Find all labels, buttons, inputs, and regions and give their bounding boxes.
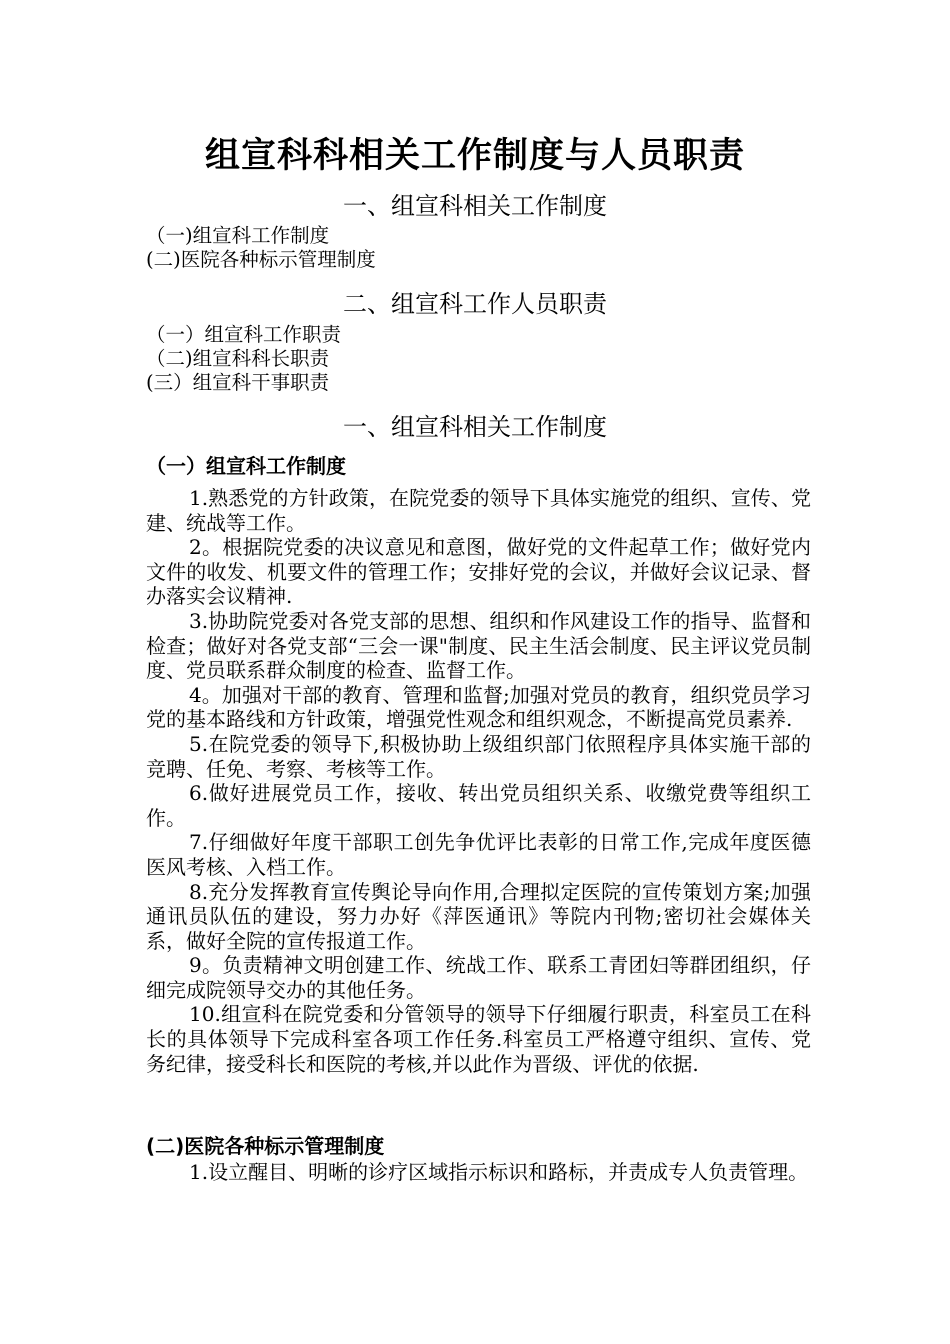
rule-paragraph: 6.做好进展党员工作，接收、转出党员组织关系、收缴党费等组织工作。 bbox=[146, 781, 811, 830]
toc-part1-list bbox=[146, 224, 376, 272]
rule-paragraph: 1.熟悉党的方针政策，在院党委的领导下具体实施党的组织、宣传、党建、统战等工作。 bbox=[146, 486, 811, 535]
rule-paragraph: 5.在院党委的领导下,积极协助上级组织部门依照程序具体实施干部的竞聘、任免、考察、考核等工作。 bbox=[146, 731, 811, 781]
toc-part2-list bbox=[146, 323, 341, 395]
toc-item: （二)组宣科科长职责 bbox=[146, 347, 330, 370]
rule-paragraph: 9。负责精神文明创建工作、统战工作、联系工青团妇等群团组织，仔细完成院领导交办的其他任务。 bbox=[146, 953, 811, 1002]
rule-paragraph: 7.仔细做好年度干部职工创先争优评比表彰的日常工作,完成年度医德医风考核、入档工作。 bbox=[146, 830, 811, 879]
toc-part1-heading: 一、组宣科相关工作制度 bbox=[343, 192, 607, 220]
sub1-body bbox=[146, 486, 811, 1076]
rule-paragraph: 8.充分发挥教育宣传舆论导向作用,合理拟定医院的宣传策划方案;加强通讯员队伍的建设，努力办好《萍医通讯》等院内刊物;密切社会媒体关系，做好全院的宣传报道工作。 bbox=[146, 879, 811, 953]
toc-item: （一)组宣科工作制度 bbox=[146, 224, 330, 247]
section1-heading: 一、组宣科相关工作制度 bbox=[343, 413, 607, 441]
rule-paragraph: 10.组宣科在院党委和分管领导的领导下仔细履行职责，科室员工在科长的具体领导下完成科室各项工作任务.科室员工严格遵守组织、宣传、党务纪律，接受科长和医院的考核,并以此作为晋级、评优的依据. bbox=[146, 1002, 811, 1076]
rule-paragraph: 1.设立醒目、明晰的诊疗区域指示标识和路标，并责成专人负责管理。 bbox=[189, 1160, 809, 1184]
toc-item: (三）组宣科干事职责 bbox=[146, 371, 330, 394]
sub2-body bbox=[146, 1160, 811, 1185]
document-title: 组宣科科相关工作制度与人员职责 bbox=[204, 136, 745, 176]
rule-paragraph: 2。根据院党委的决议意见和意图，做好党的文件起草工作；做好党内文件的收发、机要文件的管理工作；安排好党的会议，并做好会议记录、督办落实会议精神. bbox=[146, 535, 811, 609]
toc-item: （一）组宣科工作职责 bbox=[146, 323, 342, 346]
toc-item: (二)医院各种标示管理制度 bbox=[146, 248, 376, 271]
toc-part2-heading: 二、组宣科工作人员职责 bbox=[343, 290, 607, 318]
rule-paragraph: 3.协助院党委对各党支部的思想、组织和作风建设工作的指导、监督和检查；做好对各党支部“三会一课"制度、民主生活会制度、民主评议党员制度、党员联系群众制度的检查、监督工作。 bbox=[146, 608, 811, 683]
sub2-heading: (二)医院各种标示管理制度 bbox=[146, 1134, 385, 1158]
rule-paragraph: 4。加强对干部的教育、管理和监督;加强对党员的教育，组织党员学习党的基本路线和方针政策，增强党性观念和组织观念，不断提高党员素养. bbox=[146, 682, 811, 732]
sub1-heading: （一）组宣科工作制度 bbox=[146, 454, 346, 478]
